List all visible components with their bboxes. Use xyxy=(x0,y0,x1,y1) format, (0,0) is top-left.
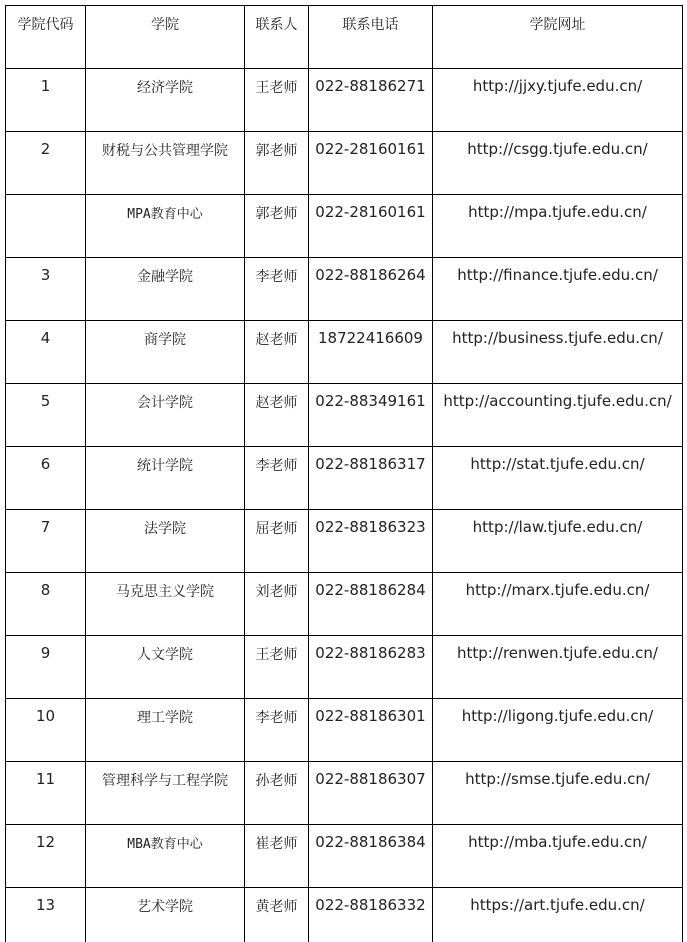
college-name-cell: 统计学院 xyxy=(86,447,245,510)
college-name-cell: 经济学院 xyxy=(86,69,245,132)
phone-number-cell: 022-88186283 xyxy=(309,636,433,699)
college-code-cell: 1 xyxy=(6,69,86,132)
header-code: 学院代码 xyxy=(6,6,86,69)
header-row xyxy=(6,6,683,69)
phone-number-cell: 022-88349161 xyxy=(309,384,433,447)
website-url-cell[interactable]: http://jjxy.tjufe.edu.cn/ xyxy=(433,69,683,132)
college-name-cell: 商学院 xyxy=(86,321,245,384)
website-url-cell[interactable]: http://accounting.tjufe.edu.cn/ xyxy=(433,384,683,447)
website-url-cell[interactable]: http://ligong.tjufe.edu.cn/ xyxy=(433,699,683,762)
table-row xyxy=(6,258,683,321)
table-row xyxy=(6,447,683,510)
table-row xyxy=(6,636,683,699)
college-name-cell: MPA教育中心 xyxy=(86,195,245,258)
college-code-cell: 8 xyxy=(6,573,86,636)
college-code-cell: 9 xyxy=(6,636,86,699)
phone-number-cell: 022-88186284 xyxy=(309,573,433,636)
contact-person-cell: 孙老师 xyxy=(245,762,309,825)
contact-person-cell: 王老师 xyxy=(245,69,309,132)
contact-person-cell: 赵老师 xyxy=(245,384,309,447)
contact-person-cell: 郭老师 xyxy=(245,132,309,195)
website-url-cell[interactable]: http://stat.tjufe.edu.cn/ xyxy=(433,447,683,510)
contact-person-cell: 李老师 xyxy=(245,447,309,510)
college-name-cell: 马克思主义学院 xyxy=(86,573,245,636)
college-name-cell: 管理科学与工程学院 xyxy=(86,762,245,825)
college-name-cell: 法学院 xyxy=(86,510,245,573)
phone-number-cell: 022-88186323 xyxy=(309,510,433,573)
table-row xyxy=(6,825,683,888)
contact-person-cell: 黄老师 xyxy=(245,888,309,942)
table-row xyxy=(6,195,683,258)
college-code-cell: 11 xyxy=(6,762,86,825)
college-name-cell: 艺术学院 xyxy=(86,888,245,942)
website-url-cell[interactable]: http://mba.tjufe.edu.cn/ xyxy=(433,825,683,888)
college-code-cell: 7 xyxy=(6,510,86,573)
college-name-cell: 金融学院 xyxy=(86,258,245,321)
college-code-cell: 4 xyxy=(6,321,86,384)
college-code-cell: 6 xyxy=(6,447,86,510)
website-url-cell[interactable]: http://smse.tjufe.edu.cn/ xyxy=(433,762,683,825)
header-phone: 联系电话 xyxy=(309,6,433,69)
college-contact-table xyxy=(5,5,683,942)
college-name-cell: 会计学院 xyxy=(86,384,245,447)
table-row xyxy=(6,573,683,636)
website-url-cell[interactable]: http://mpa.tjufe.edu.cn/ xyxy=(433,195,683,258)
contact-person-cell: 郭老师 xyxy=(245,195,309,258)
table-row xyxy=(6,384,683,447)
phone-number-cell: 022-28160161 xyxy=(309,132,433,195)
header-website: 学院网址 xyxy=(433,6,683,69)
phone-number-cell: 022-88186384 xyxy=(309,825,433,888)
college-name-cell: 人文学院 xyxy=(86,636,245,699)
college-code-cell: 3 xyxy=(6,258,86,321)
college-code-cell: 13 xyxy=(6,888,86,942)
website-url-cell[interactable]: http://law.tjufe.edu.cn/ xyxy=(433,510,683,573)
college-code-cell: 2 xyxy=(6,132,86,195)
contact-person-cell: 赵老师 xyxy=(245,321,309,384)
table-row xyxy=(6,321,683,384)
website-url-cell[interactable]: http://csgg.tjufe.edu.cn/ xyxy=(433,132,683,195)
phone-number-cell: 022-88186307 xyxy=(309,762,433,825)
table-row xyxy=(6,699,683,762)
contact-person-cell: 刘老师 xyxy=(245,573,309,636)
website-url-cell[interactable]: http://finance.tjufe.edu.cn/ xyxy=(433,258,683,321)
website-url-cell[interactable]: http://business.tjufe.edu.cn/ xyxy=(433,321,683,384)
header-contact: 联系人 xyxy=(245,6,309,69)
phone-number-cell: 022-88186264 xyxy=(309,258,433,321)
table-row xyxy=(6,132,683,195)
phone-number-cell: 022-88186271 xyxy=(309,69,433,132)
college-name-cell: 理工学院 xyxy=(86,699,245,762)
college-name-cell: 财税与公共管理学院 xyxy=(86,132,245,195)
college-code-cell: 5 xyxy=(6,384,86,447)
website-url-cell[interactable]: http://marx.tjufe.edu.cn/ xyxy=(433,573,683,636)
table-row xyxy=(6,888,683,942)
phone-number-cell: 18722416609 xyxy=(309,321,433,384)
contact-person-cell: 崔老师 xyxy=(245,825,309,888)
website-url-cell[interactable]: https://art.tjufe.edu.cn/ xyxy=(433,888,683,942)
website-url-cell[interactable]: http://renwen.tjufe.edu.cn/ xyxy=(433,636,683,699)
college-name-cell: MBA教育中心 xyxy=(86,825,245,888)
college-code-cell: 12 xyxy=(6,825,86,888)
phone-number-cell: 022-28160161 xyxy=(309,195,433,258)
header-college: 学院 xyxy=(86,6,245,69)
college-code-cell xyxy=(6,195,86,258)
college-code-cell: 10 xyxy=(6,699,86,762)
contact-person-cell: 屈老师 xyxy=(245,510,309,573)
table-row xyxy=(6,510,683,573)
table-row xyxy=(6,69,683,132)
table-row xyxy=(6,762,683,825)
phone-number-cell: 022-88186317 xyxy=(309,447,433,510)
phone-number-cell: 022-88186301 xyxy=(309,699,433,762)
contact-person-cell: 李老师 xyxy=(245,699,309,762)
phone-number-cell: 022-88186332 xyxy=(309,888,433,942)
contact-person-cell: 王老师 xyxy=(245,636,309,699)
contact-person-cell: 李老师 xyxy=(245,258,309,321)
